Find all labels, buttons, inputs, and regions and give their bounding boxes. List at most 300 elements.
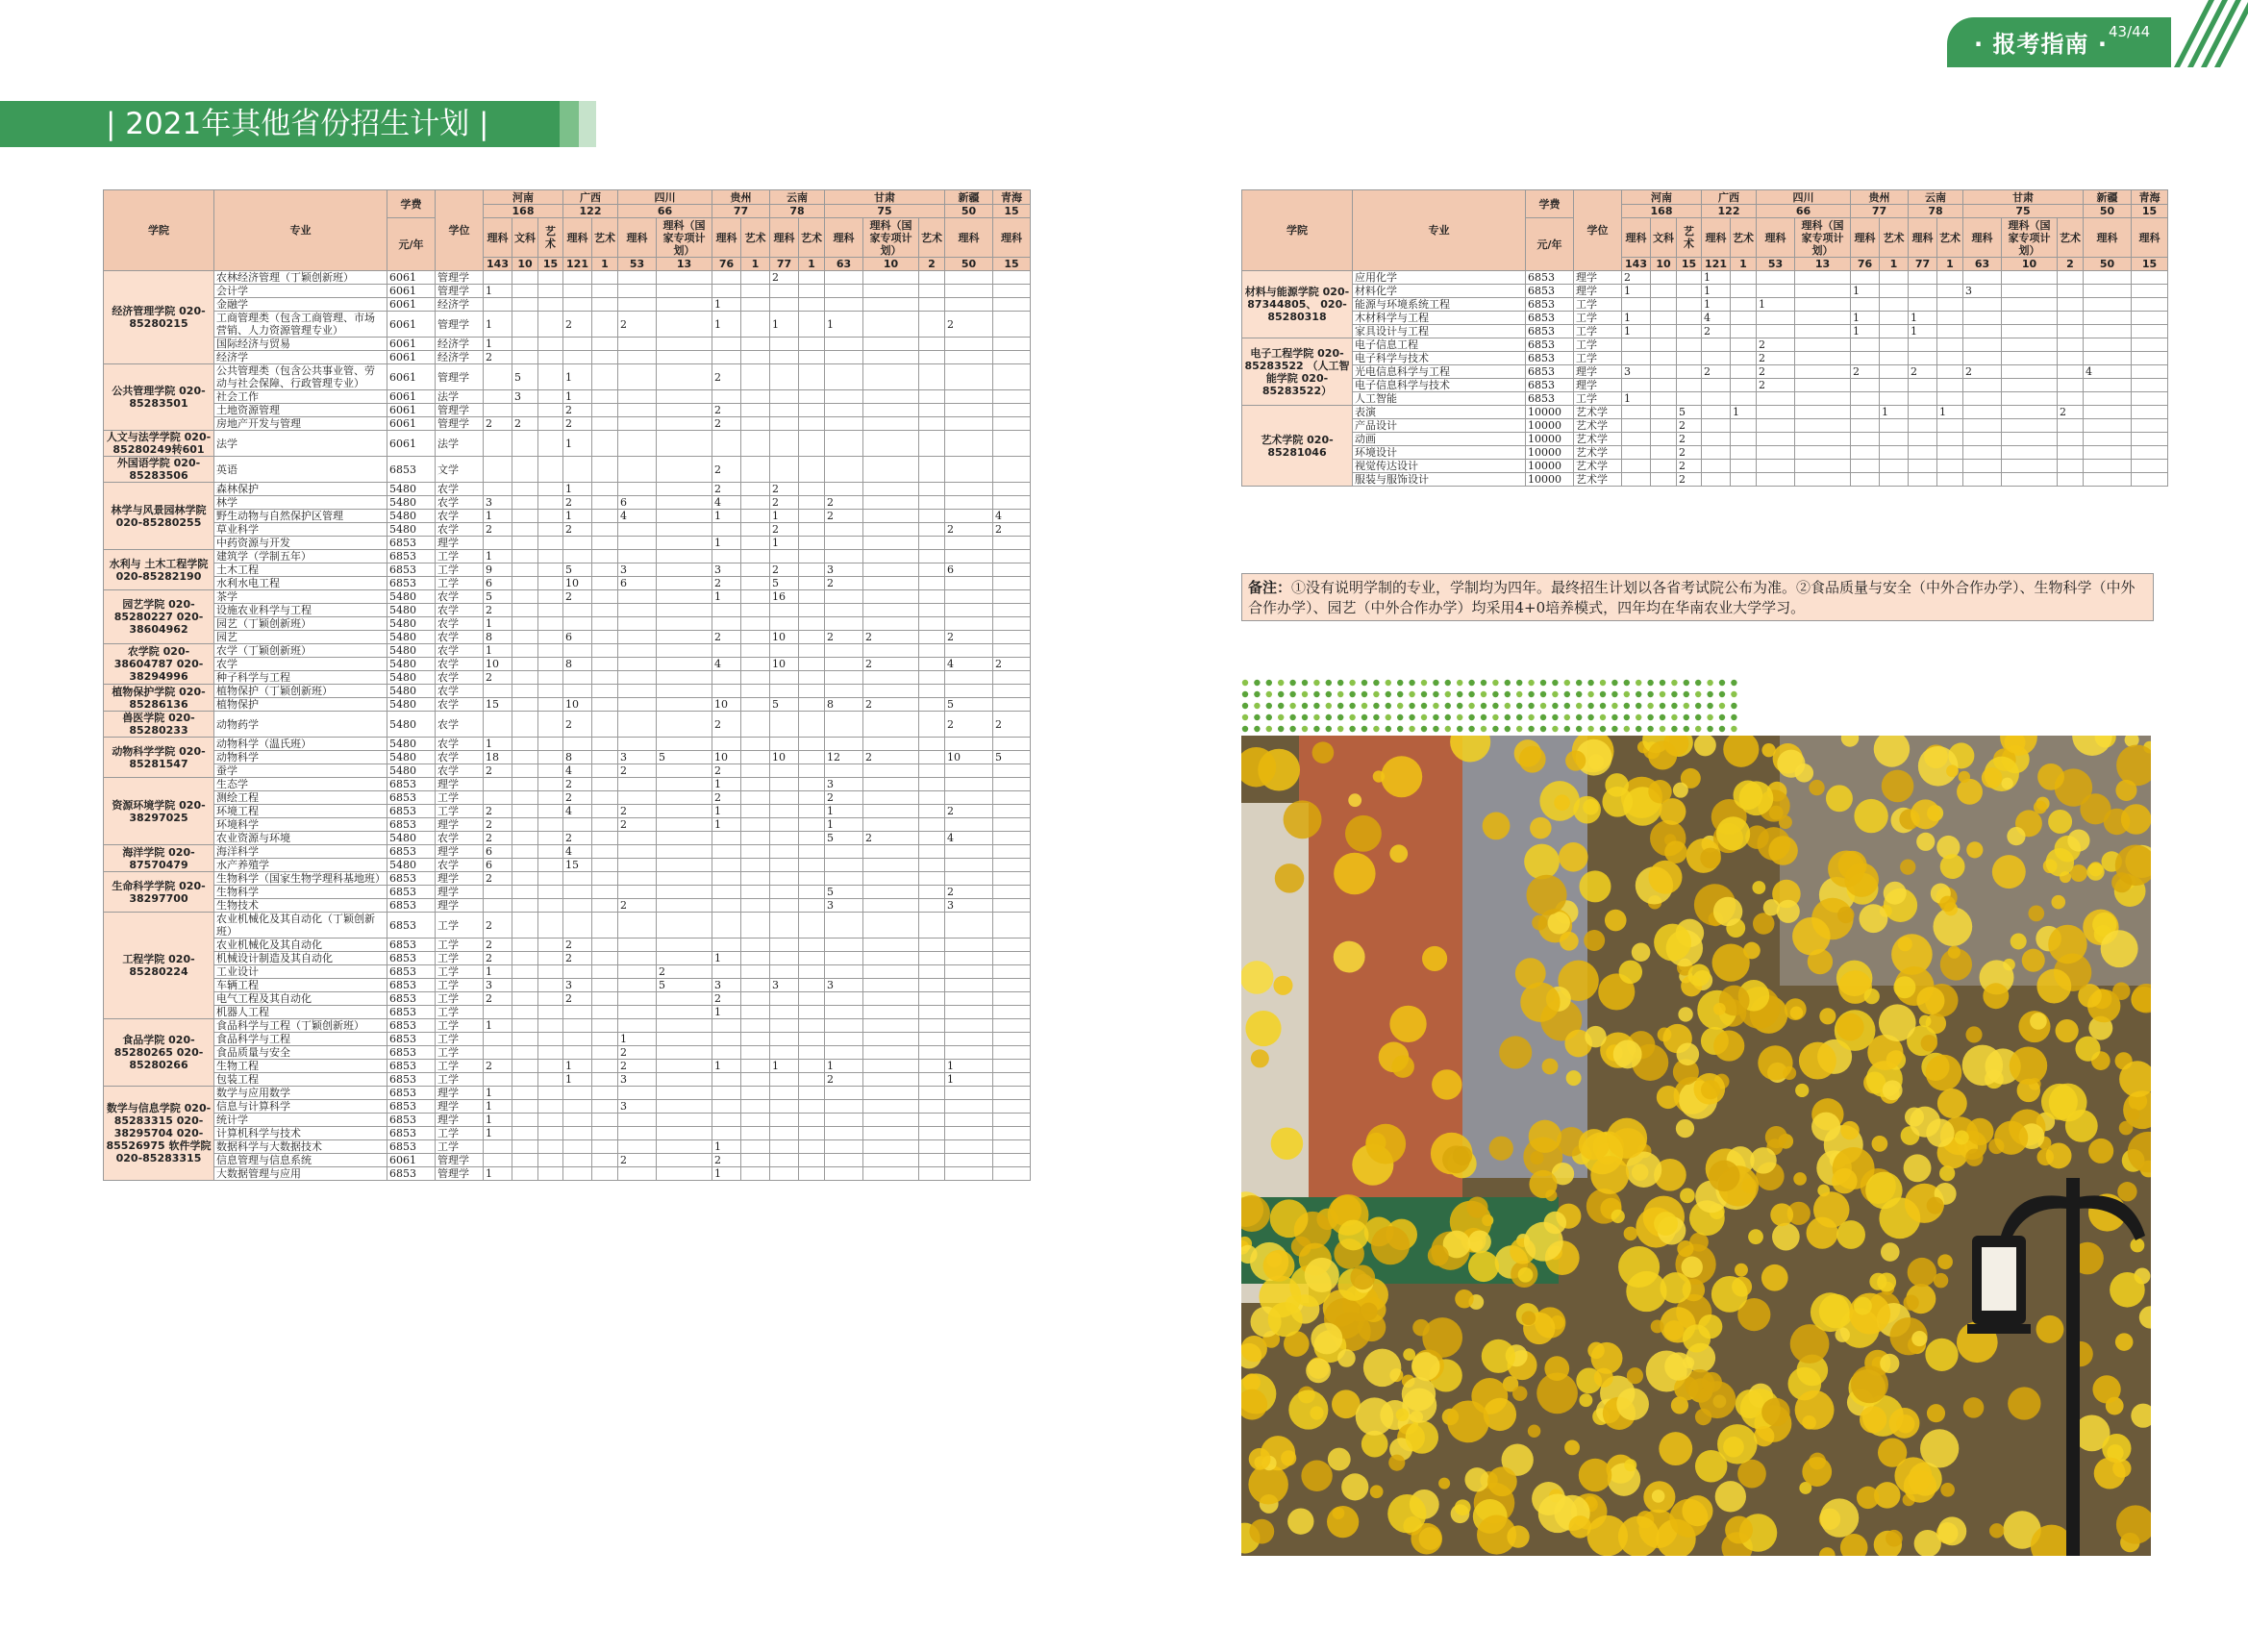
- quota-cell: 2: [712, 483, 741, 496]
- quota-cell: [1757, 460, 1795, 473]
- quota-cell: [592, 644, 618, 658]
- quota-cell: [825, 457, 863, 483]
- major-cell: 设施农业科学与工程: [214, 604, 387, 617]
- quota-cell: [863, 457, 919, 483]
- quota-cell: [799, 590, 825, 604]
- quota-cell: 1: [563, 431, 592, 457]
- quota-cell: [657, 457, 712, 483]
- quota-cell: [993, 364, 1031, 390]
- quota-cell: [741, 952, 770, 965]
- quota-cell: [919, 496, 945, 510]
- quota-cell: [484, 483, 512, 496]
- quota-cell: 4: [712, 658, 741, 671]
- quota-cell: [512, 965, 538, 979]
- quota-cell: 2: [712, 764, 741, 778]
- table-row: [104, 1060, 1031, 1073]
- quota-cell: [919, 537, 945, 550]
- table-row: [104, 832, 1031, 845]
- quota-cell: [2058, 298, 2084, 312]
- quota-cell: 3: [618, 563, 657, 577]
- fee-cell: 6853: [1526, 271, 1574, 285]
- quota-cell: 6: [484, 845, 512, 859]
- major-cell: 水产养殖学: [214, 859, 387, 872]
- quota-cell: [741, 1100, 770, 1114]
- quota-cell: 1: [484, 1100, 512, 1114]
- quota-cell: [770, 671, 799, 685]
- quota-cell: 18: [484, 751, 512, 764]
- header-subject: 理科: [1702, 218, 1731, 258]
- quota-cell: 2: [1677, 446, 1702, 460]
- quota-cell: [2002, 433, 2058, 446]
- quota-cell: 1: [484, 738, 512, 751]
- quota-cell: [538, 1114, 563, 1127]
- fee-cell: 6853: [1526, 285, 1574, 298]
- header-subject-count: 15: [1677, 258, 1702, 271]
- table-row: [104, 1073, 1031, 1087]
- table-row: [104, 390, 1031, 404]
- fee-cell: 5480: [387, 631, 436, 644]
- quota-cell: [2084, 433, 2132, 446]
- header-province-total: 75: [1963, 205, 2084, 218]
- quota-cell: [1651, 419, 1677, 433]
- quota-cell: [741, 1060, 770, 1073]
- quota-cell: [712, 845, 741, 859]
- quota-cell: 1: [484, 617, 512, 631]
- quota-cell: [592, 791, 618, 805]
- quota-cell: 1: [484, 1019, 512, 1033]
- quota-cell: 4: [712, 496, 741, 510]
- quota-cell: [1651, 298, 1677, 312]
- quota-cell: 2: [863, 631, 919, 644]
- quota-cell: [2132, 325, 2168, 338]
- quota-cell: [592, 913, 618, 939]
- quota-cell: [484, 271, 512, 285]
- title-accent: [560, 101, 579, 147]
- quota-cell: [2132, 271, 2168, 285]
- header-province-total: 15: [2132, 205, 2168, 218]
- quota-cell: [825, 590, 863, 604]
- quota-cell: [1677, 325, 1702, 338]
- quota-cell: [825, 483, 863, 496]
- quota-cell: [1937, 325, 1963, 338]
- table-row: [104, 992, 1031, 1006]
- quota-cell: [919, 523, 945, 537]
- quota-cell: [563, 685, 592, 698]
- quota-cell: [919, 590, 945, 604]
- quota-cell: [512, 631, 538, 644]
- degree-cell: 文学: [436, 457, 484, 483]
- quota-cell: [993, 1114, 1031, 1127]
- fee-cell: 6061: [387, 1154, 436, 1167]
- quota-cell: [618, 1006, 657, 1019]
- quota-cell: 10: [712, 698, 741, 712]
- quota-cell: [1795, 298, 1851, 312]
- quota-cell: [563, 1087, 592, 1100]
- degree-cell: 工学: [436, 1046, 484, 1060]
- quota-cell: 1: [712, 312, 741, 338]
- quota-cell: [825, 872, 863, 886]
- quota-cell: [657, 604, 712, 617]
- quota-cell: 2: [945, 712, 993, 738]
- fee-cell: 6853: [387, 550, 436, 563]
- quota-cell: [484, 778, 512, 791]
- quota-cell: 2: [863, 751, 919, 764]
- quota-cell: [993, 537, 1031, 550]
- quota-cell: [712, 859, 741, 872]
- quota-cell: [741, 832, 770, 845]
- quota-cell: 2: [770, 271, 799, 285]
- quota-cell: 1: [712, 1140, 741, 1154]
- quota-cell: [1677, 298, 1702, 312]
- quota-cell: [712, 1019, 741, 1033]
- quota-cell: [863, 364, 919, 390]
- quota-cell: [993, 1046, 1031, 1060]
- table-row: [1242, 446, 2168, 460]
- quota-cell: 1: [1622, 285, 1651, 298]
- quota-cell: [592, 778, 618, 791]
- quota-cell: [1851, 298, 1880, 312]
- quota-cell: [592, 496, 618, 510]
- quota-cell: [618, 631, 657, 644]
- major-cell: 服装与服饰设计: [1353, 473, 1526, 487]
- quota-cell: [1795, 473, 1851, 487]
- quota-cell: [863, 886, 919, 899]
- quota-cell: 5: [484, 590, 512, 604]
- quota-cell: [741, 510, 770, 523]
- quota-cell: [919, 1033, 945, 1046]
- header-subject: 理科: [2132, 218, 2168, 258]
- quota-cell: [657, 644, 712, 658]
- quota-cell: 5: [825, 832, 863, 845]
- fee-cell: 5480: [387, 751, 436, 764]
- quota-cell: [1677, 352, 1702, 365]
- college-cell: 外国语学院 020-85283506: [104, 457, 214, 483]
- quota-cell: [1677, 285, 1702, 298]
- quota-cell: 9: [484, 563, 512, 577]
- quota-cell: 2: [1702, 365, 1731, 379]
- quota-cell: 6: [484, 859, 512, 872]
- quota-cell: [2002, 298, 2058, 312]
- quota-cell: 1: [712, 778, 741, 791]
- quota-cell: [741, 604, 770, 617]
- quota-cell: [919, 992, 945, 1006]
- quota-cell: [741, 1127, 770, 1140]
- quota-cell: [919, 1114, 945, 1127]
- quota-cell: [2132, 312, 2168, 325]
- quota-cell: [538, 1019, 563, 1033]
- quota-cell: [618, 483, 657, 496]
- header-province-total: 122: [563, 205, 618, 218]
- quota-cell: [592, 1154, 618, 1167]
- quota-cell: [484, 712, 512, 738]
- quota-cell: [1880, 365, 1909, 379]
- quota-cell: 5: [825, 886, 863, 899]
- quota-cell: 1: [770, 312, 799, 338]
- quota-cell: [618, 537, 657, 550]
- quota-cell: [1851, 379, 1880, 392]
- quota-cell: [712, 939, 741, 952]
- quota-cell: [799, 832, 825, 845]
- quota-cell: [863, 285, 919, 298]
- table-row: [104, 644, 1031, 658]
- quota-cell: [538, 537, 563, 550]
- quota-cell: [741, 417, 770, 431]
- quota-cell: 1: [484, 1127, 512, 1140]
- quota-cell: [993, 431, 1031, 457]
- quota-cell: [618, 1087, 657, 1100]
- quota-cell: 2: [1909, 365, 1937, 379]
- quota-cell: [741, 899, 770, 913]
- quota-cell: 2: [563, 590, 592, 604]
- header-major: 专业: [214, 190, 387, 271]
- quota-cell: [712, 832, 741, 845]
- quota-cell: [919, 979, 945, 992]
- quota-cell: [993, 483, 1031, 496]
- degree-cell: 理学: [436, 537, 484, 550]
- quota-cell: [770, 390, 799, 404]
- quota-cell: [919, 604, 945, 617]
- quota-cell: 2: [1851, 365, 1880, 379]
- quota-cell: [799, 1167, 825, 1181]
- quota-cell: [1731, 392, 1757, 406]
- fee-cell: 6061: [387, 431, 436, 457]
- quota-cell: [538, 1140, 563, 1154]
- quota-cell: 2: [770, 483, 799, 496]
- quota-cell: [1880, 338, 1909, 352]
- college-cell: 公共管理学院 020-85283501: [104, 364, 214, 431]
- quota-cell: 2: [770, 523, 799, 537]
- quota-cell: [712, 271, 741, 285]
- quota-cell: [825, 859, 863, 872]
- quota-cell: 2: [825, 791, 863, 805]
- quota-cell: [825, 298, 863, 312]
- quota-cell: [863, 872, 919, 886]
- quota-cell: 2: [712, 1154, 741, 1167]
- quota-cell: 8: [484, 631, 512, 644]
- header-subject-count: 15: [538, 258, 563, 271]
- quota-cell: [825, 271, 863, 285]
- quota-cell: [1880, 460, 1909, 473]
- quota-cell: [657, 872, 712, 886]
- quota-cell: [712, 872, 741, 886]
- quota-cell: 3: [618, 1100, 657, 1114]
- quota-cell: [741, 1019, 770, 1033]
- quota-cell: [538, 685, 563, 698]
- quota-cell: [657, 1100, 712, 1114]
- quota-cell: 1: [563, 364, 592, 390]
- quota-cell: [770, 913, 799, 939]
- header-province-total: 122: [1702, 205, 1757, 218]
- quota-cell: [512, 298, 538, 312]
- quota-cell: [2084, 271, 2132, 285]
- quota-cell: [538, 658, 563, 671]
- major-cell: 工业设计: [214, 965, 387, 979]
- quota-cell: 2: [484, 913, 512, 939]
- quota-cell: [2084, 352, 2132, 365]
- quota-cell: 1: [484, 338, 512, 351]
- quota-cell: 2: [825, 1073, 863, 1087]
- quota-cell: [1702, 338, 1731, 352]
- quota-cell: [863, 1087, 919, 1100]
- quota-cell: [538, 671, 563, 685]
- quota-cell: [563, 1046, 592, 1060]
- quota-cell: [538, 738, 563, 751]
- quota-cell: [1880, 325, 1909, 338]
- major-cell: 农业资源与环境: [214, 832, 387, 845]
- quota-cell: [1880, 285, 1909, 298]
- quota-cell: [657, 939, 712, 952]
- quota-cell: [1937, 298, 1963, 312]
- header-subject-count: 121: [563, 258, 592, 271]
- header-province: 贵州: [712, 190, 770, 205]
- degree-cell: 农学: [436, 510, 484, 523]
- title-accent-light: [579, 101, 596, 147]
- quota-cell: [618, 845, 657, 859]
- fee-cell: 6853: [387, 563, 436, 577]
- quota-cell: [512, 617, 538, 631]
- quota-cell: [945, 351, 993, 364]
- quota-cell: [618, 644, 657, 658]
- degree-cell: 工学: [436, 805, 484, 818]
- quota-cell: [657, 1073, 712, 1087]
- quota-cell: [799, 1046, 825, 1060]
- header-province-total: 66: [1757, 205, 1851, 218]
- quota-cell: [741, 791, 770, 805]
- quota-cell: [741, 1087, 770, 1100]
- fee-cell: 10000: [1526, 460, 1574, 473]
- quota-cell: [919, 577, 945, 590]
- table-row: [104, 537, 1031, 550]
- major-cell: 测绘工程: [214, 791, 387, 805]
- degree-cell: 工学: [436, 939, 484, 952]
- quota-cell: [945, 1127, 993, 1140]
- table-row: [104, 685, 1031, 698]
- quota-cell: 2: [484, 671, 512, 685]
- quota-cell: 6: [618, 577, 657, 590]
- quota-cell: [657, 537, 712, 550]
- header-subject: 理科: [618, 218, 657, 258]
- header-province: 广西: [563, 190, 618, 205]
- quota-cell: [919, 1006, 945, 1019]
- quota-cell: [1795, 392, 1851, 406]
- quota-cell: [799, 364, 825, 390]
- quota-cell: 2: [563, 778, 592, 791]
- quota-cell: [919, 390, 945, 404]
- quota-cell: [825, 952, 863, 965]
- quota-cell: [657, 778, 712, 791]
- header-province-total: 15: [993, 205, 1031, 218]
- quota-cell: [1851, 460, 1880, 473]
- remarks-text: ①没有说明学制的专业，学制均为四年。最终招生计划以各省考试院公布为准。②食品质量与安全（中外合作办学）、生物科学（中外合作办学）、园艺（中外合作办学）均采用4+0培养模式，四年均在华南农业大学学习。: [1248, 579, 2136, 616]
- fee-cell: 6853: [387, 1127, 436, 1140]
- quota-cell: [863, 791, 919, 805]
- quota-cell: [657, 1033, 712, 1046]
- quota-cell: [825, 1006, 863, 1019]
- quota-cell: [1937, 312, 1963, 325]
- major-cell: 应用化学: [1353, 271, 1526, 285]
- quota-cell: [712, 644, 741, 658]
- quota-cell: [712, 431, 741, 457]
- quota-cell: 1: [770, 537, 799, 550]
- table-row: [104, 298, 1031, 312]
- quota-cell: [1963, 379, 2002, 392]
- quota-cell: [919, 1087, 945, 1100]
- quota-cell: [1880, 379, 1909, 392]
- quota-cell: [945, 617, 993, 631]
- major-cell: 会计学: [214, 285, 387, 298]
- quota-cell: [712, 550, 741, 563]
- quota-cell: [770, 832, 799, 845]
- quota-cell: [945, 483, 993, 496]
- quota-cell: [484, 1140, 512, 1154]
- quota-cell: 2: [484, 939, 512, 952]
- quota-cell: [993, 285, 1031, 298]
- quota-cell: [799, 483, 825, 496]
- table-row: [104, 845, 1031, 859]
- college-cell: 经济管理学院 020-85280215: [104, 271, 214, 364]
- quota-cell: [945, 417, 993, 431]
- quota-cell: [993, 1033, 1031, 1046]
- fee-cell: 6853: [387, 1087, 436, 1100]
- quota-cell: [2132, 365, 2168, 379]
- quota-cell: 2: [863, 658, 919, 671]
- quota-cell: [825, 1033, 863, 1046]
- quota-cell: 1: [1702, 271, 1731, 285]
- quota-cell: [825, 1087, 863, 1100]
- quota-cell: [825, 644, 863, 658]
- quota-cell: [657, 1006, 712, 1019]
- quota-cell: [799, 351, 825, 364]
- quota-cell: 2: [618, 1154, 657, 1167]
- degree-cell: 工学: [436, 1060, 484, 1073]
- quota-cell: 2: [618, 764, 657, 778]
- quota-cell: 4: [618, 510, 657, 523]
- quota-cell: [799, 550, 825, 563]
- quota-cell: [512, 510, 538, 523]
- quota-cell: 1: [712, 1006, 741, 1019]
- quota-cell: [592, 1140, 618, 1154]
- header-subject: 理科: [712, 218, 741, 258]
- quota-cell: [1880, 392, 1909, 406]
- quota-cell: [592, 1006, 618, 1019]
- quota-cell: [618, 886, 657, 899]
- header-subject: 理科: [484, 218, 512, 258]
- quota-cell: [512, 685, 538, 698]
- quota-cell: [863, 577, 919, 590]
- quota-cell: [863, 1154, 919, 1167]
- quota-cell: 1: [712, 510, 741, 523]
- fee-cell: 6853: [387, 1073, 436, 1087]
- major-cell: 能源与环境系统工程: [1353, 298, 1526, 312]
- quota-cell: [657, 271, 712, 285]
- quota-cell: [538, 965, 563, 979]
- quota-cell: [618, 604, 657, 617]
- quota-cell: 1: [945, 1060, 993, 1073]
- header-subject: 文科: [512, 218, 538, 258]
- quota-cell: [563, 537, 592, 550]
- fee-cell: 5480: [387, 738, 436, 751]
- quota-cell: [919, 617, 945, 631]
- header-fee: 学费: [1526, 190, 1574, 218]
- quota-cell: [2002, 392, 2058, 406]
- quota-cell: 2: [618, 818, 657, 832]
- fee-cell: 6061: [387, 417, 436, 431]
- quota-cell: [2002, 325, 2058, 338]
- quota-cell: 10: [563, 698, 592, 712]
- quota-cell: [863, 1060, 919, 1073]
- quota-cell: [1937, 352, 1963, 365]
- quota-cell: [538, 913, 563, 939]
